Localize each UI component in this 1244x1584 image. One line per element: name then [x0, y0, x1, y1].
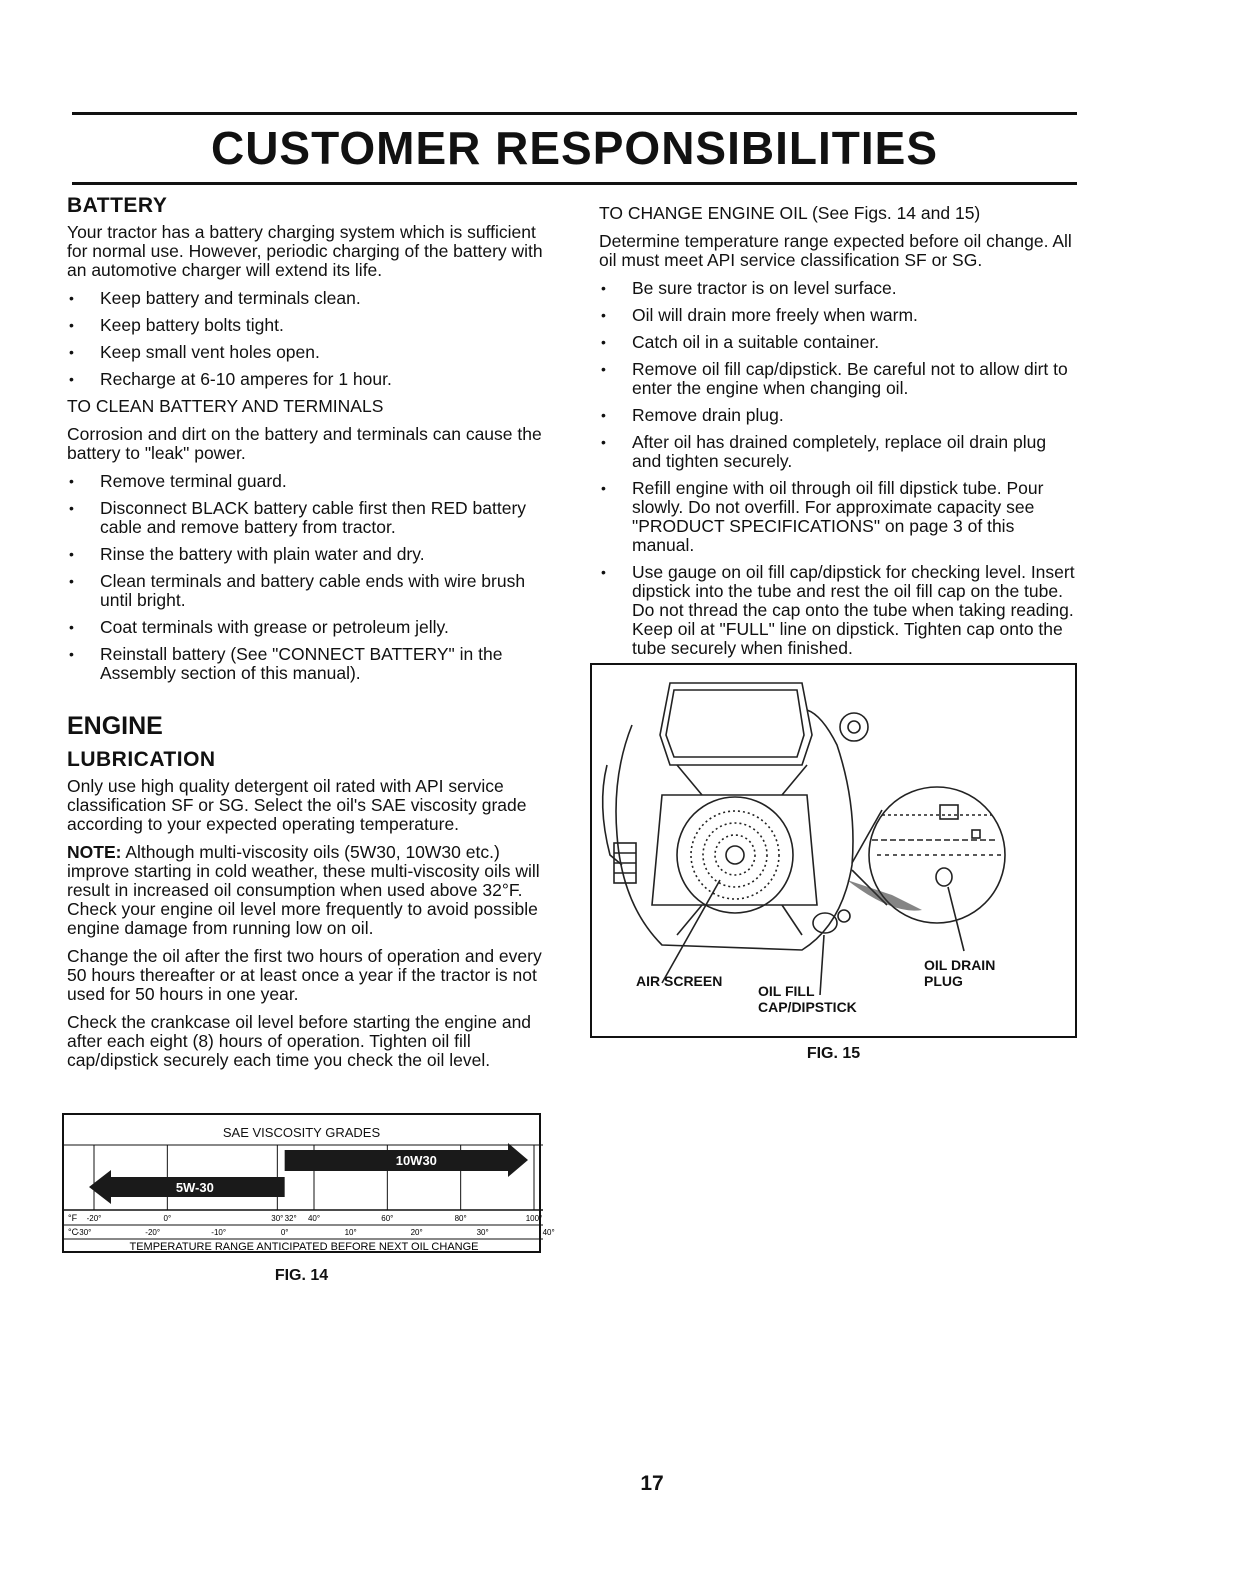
list-item: • Disconnect BLACK battery cable first then RED battery cable and remove battery from tractor. [67, 499, 545, 537]
fahrenheit-tick-label: 60° [381, 1214, 394, 1223]
list-item: • Keep small vent holes open. [67, 343, 545, 362]
air-screen-ring1 [691, 811, 779, 899]
list-item: • Use gauge on oil fill cap/dipstick for checking level. Insert dipstick into the tube and rest the oil fill cap on the tube. Do not thread the cap onto the tube when taking reading. Keep oil at "FULL" line on dipstick. Tighten cap onto the tube securely when finished. [599, 563, 1079, 658]
viscosity-chart-svg [64, 1115, 555, 1255]
fahrenheit-tick-label: -20° [86, 1214, 102, 1223]
list-item: • Oil will drain more freely when warm. [599, 306, 1079, 325]
list-item: • Catch oil in a suitable container. [599, 333, 1079, 352]
air-screen-ring2 [703, 823, 767, 887]
celsius-tick-label: 40° [542, 1228, 555, 1237]
list-item: • Remove drain plug. [599, 406, 1079, 425]
label-oil-drain: OIL DRAIN PLUG [924, 957, 996, 989]
celsius-tick-label: -20° [145, 1228, 161, 1237]
change-oil-intro: Determine temperature range expected before oil change. All oil must meet API service classification SF or SG. [599, 231, 1072, 270]
celsius-tick-label: -30° [76, 1228, 92, 1237]
engine-shroud [616, 710, 853, 950]
battery-intro: Your tractor has a battery charging system which is sufficient for normal use. However, periodic charging of the battery with an automotive charger will extend its life. [67, 222, 543, 280]
list-item: • Refill engine with oil through oil fill dipstick tube. Pour slowly. Do not overfill. For approximate capacity see "PRODUCT SPECIFICATIONS" on page 3 of this manual. [599, 479, 1079, 555]
leader-air-screen [662, 880, 720, 983]
celsius-tick-label: 0° [280, 1228, 289, 1237]
battery-list [67, 289, 545, 389]
celsius-unit-label: °C [68, 1227, 79, 1237]
lubrication-p3: Check the crankcase oil level before starting the engine and after each eight (8) hours of operation. Tighten oil fill cap/dipstick securely each time you check the oil level. [67, 1012, 532, 1070]
celsius-tick-label: 10° [344, 1228, 357, 1237]
page-number: 17 [640, 1472, 664, 1495]
battery-heading: BATTERY [67, 194, 168, 217]
air-screen-hub [726, 846, 744, 864]
celsius-ticks [77, 1228, 555, 1237]
note-text: Although multi-viscosity oils (5W30, 10W30 etc.) improve starting in cold weather, these multi-viscosity oils will result in increased oil consumption when used above 32°F. Check your engine oil level more frequently to avoid possible engine damage from running low on oil. [67, 842, 540, 938]
list-item: • Recharge at 6-10 amperes for 1 hour. [67, 370, 545, 389]
fahrenheit-tick-label: 0° [163, 1214, 172, 1223]
engine-heading: ENGINE [67, 712, 163, 740]
chart-title: SAE VISCOSITY GRADES [222, 1125, 381, 1140]
fahrenheit-tick-label: 100° [525, 1214, 543, 1223]
change-oil-heading: TO CHANGE ENGINE OIL (See Figs. 14 and 15) [599, 203, 981, 223]
celsius-tick-label: 30° [476, 1228, 489, 1237]
label-air-screen: AIR SCREEN [636, 973, 723, 989]
fahrenheit-tick-label: 80° [454, 1214, 467, 1223]
fahrenheit-unit-label: °F [68, 1213, 78, 1223]
celsius-tick-label: 20° [410, 1228, 423, 1237]
list-item: • Rinse the battery with plain water and dry. [67, 545, 545, 564]
clean-battery-intro: Corrosion and dirt on the battery and terminals can cause the battery to "leak" power. [67, 424, 542, 463]
engine-pulley [840, 713, 868, 741]
list-item: • Remove oil fill cap/dipstick. Be careful not to allow dirt to enter the engine when changing oil. [599, 360, 1079, 398]
list-item: • Keep battery bolts tight. [67, 316, 545, 335]
list-item: • Be sure tractor is on level surface. [599, 279, 1079, 298]
viscosity-chart [62, 1113, 555, 1253]
left-column [67, 196, 545, 1079]
note-label: NOTE: [67, 842, 122, 862]
engine-valve-cover [660, 683, 812, 765]
engine-valve-cover-inner [666, 690, 804, 757]
oil-drain-plug-icon [936, 868, 952, 886]
lubrication-heading: LUBRICATION [67, 748, 216, 771]
series-label-5w30: 5W-30 [175, 1180, 214, 1195]
label-oil-fill: OIL FILL CAP/DIPSTICK [758, 983, 857, 1015]
clean-battery-list [67, 472, 545, 683]
fig14-caption: FIG. 14 [274, 1267, 329, 1284]
engine-figure [590, 663, 1077, 1038]
change-oil-list [599, 279, 1079, 658]
list-item: • Coat terminals with grease or petroleum jelly. [67, 618, 545, 637]
list-item: • Keep battery and terminals clean. [67, 289, 545, 308]
title-rule-top [72, 112, 1077, 115]
air-screen-ring3 [715, 835, 755, 875]
fahrenheit-ticks [87, 1214, 543, 1223]
fig15-caption: FIG. 15 [806, 1045, 861, 1062]
right-column [599, 204, 1079, 666]
air-screen-outer [677, 797, 793, 913]
fahrenheit-tick-label: 30° [271, 1214, 284, 1223]
series-label-10w30: 10W30 [395, 1153, 437, 1168]
chart-footer: TEMPERATURE RANGE ANTICIPATED BEFORE NEXT OIL CHANGE [129, 1241, 479, 1253]
clean-battery-heading: TO CLEAN BATTERY AND TERMINALS [67, 396, 384, 416]
lubrication-p1: Only use high quality detergent oil rated with API service classification SF or SG. Select the oil's SAE viscosity grade according to your expected operating temperature. [67, 776, 527, 834]
celsius-tick-label: -10° [211, 1228, 227, 1237]
list-item: • After oil has drained completely, replace oil drain plug and tighten securely. [599, 433, 1079, 471]
list-item: • Clean terminals and battery cable ends with wire brush until bright. [67, 572, 545, 610]
list-item: • Remove terminal guard. [67, 472, 545, 491]
title-rule-bottom [72, 182, 1077, 185]
fahrenheit-tick-label: 32° [284, 1214, 297, 1223]
page-title: CUSTOMER RESPONSIBILITIES [210, 122, 939, 174]
lubrication-note [67, 843, 545, 938]
lubrication-p2: Change the oil after the first two hours of operation and every 50 hours thereafter or at least once a year if the tractor is not used for 50 hours in one year. [67, 946, 542, 1004]
list-item: • Reinstall battery (See "CONNECT BATTERY" in the Assembly section of this manual). [67, 645, 545, 683]
fahrenheit-tick-label: 40° [307, 1214, 321, 1223]
